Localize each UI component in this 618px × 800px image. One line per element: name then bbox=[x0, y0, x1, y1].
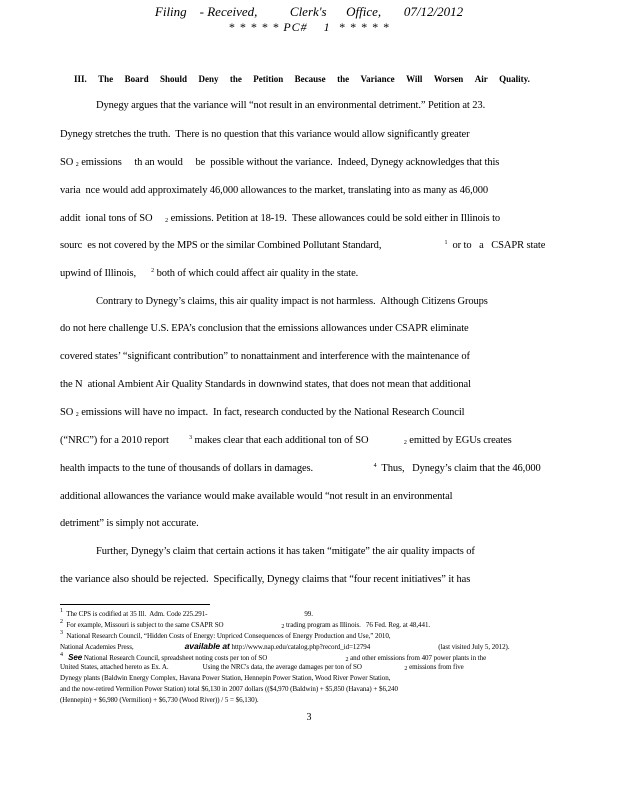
body-line: SO 2 emissions will have no impact. In fact, research conducted by the National Research Council bbox=[60, 407, 465, 418]
footnote-4-cont: United States, attached hereto as Ex. A. Using the NRC's data, the average damages per ton of SO 2 emissions from five bbox=[60, 663, 464, 672]
footnote-divider bbox=[60, 604, 210, 605]
body-line: the variance also should be rejected. Specifically, Dynegy claims that “four recent initiatives” it has bbox=[60, 574, 471, 585]
footnote-link[interactable]: http://www.nap.edu/catalog.php?record_id=12794 bbox=[231, 643, 371, 651]
pc-number-stamp: * * * * * PC# 1 * * * * * bbox=[228, 20, 390, 34]
heading-word: Worsen bbox=[433, 74, 464, 84]
body-line: addit ional tons of SO 2 emissions. Petition at 18-19. These allowances could be sold either in Illinois to bbox=[60, 213, 501, 224]
body-line: Further, Dynegy’s claim that certain actions it has taken “mitigate” the air quality impacts of bbox=[96, 546, 475, 557]
section-heading bbox=[74, 74, 530, 84]
footnote-2: 2 For example, Missouri is subject to the same CSAPR SO 2 trading program as Illinois. 76 Fed. Reg. at 48,441. bbox=[60, 619, 431, 630]
heading-word: Will bbox=[406, 74, 423, 84]
body-line: detriment” is simply not accurate. bbox=[60, 518, 199, 529]
heading-word: the bbox=[337, 74, 350, 84]
heading-word: Quality. bbox=[499, 74, 530, 84]
body-line: covered states’ “significant contribution” to nonattainment and interference with the maintenance of bbox=[60, 351, 470, 362]
heading-word: Air bbox=[474, 74, 488, 84]
heading-word: Deny bbox=[198, 74, 219, 84]
body-line: sourc es not covered by the MPS or the similar Combined Pollutant Standard, $^1$ or to a CSAPR state bbox=[60, 240, 546, 251]
heading-word: III. bbox=[74, 74, 87, 84]
body-line: health impacts to the tune of thousands of dollars in damages. $^4$ Thus, Dynegy’s claim that the 46,000 bbox=[60, 463, 541, 474]
heading-word: The bbox=[98, 74, 114, 84]
footnote-4-cont: Dynegy plants (Baldwin Energy Complex, Havana Power Station, Hennepin Power Station, Wood River Power Station, bbox=[60, 674, 391, 682]
body-line: Contrary to Dynegy’s claims, this air quality impact is not harmless. Although Citizens Groups bbox=[96, 296, 488, 307]
heading-word: Petition bbox=[253, 74, 284, 84]
footnote-3: 3 National Research Council, “Hidden Costs of Energy: Unpriced Consequences of Energy Production and Use,” 2010, bbox=[60, 630, 391, 640]
body-line: the N ational Ambient Air Quality Standards in downwind states, that does not mean that additional bbox=[60, 379, 471, 390]
heading-word: Board bbox=[124, 74, 149, 84]
footnote-4: 4 See National Research Council, spreadsheet noting costs per ton of SO 2 and other emissions from 407 power plants in the bbox=[60, 652, 487, 663]
page-number: 3 bbox=[306, 712, 312, 723]
body-line: do not here challenge U.S. EPA’s conclusion that the emissions allowances under CSAPR eliminate bbox=[60, 323, 469, 334]
body-line: (“NRC”) for a 2010 report $^3$ makes clear that each additional ton of SO 2 emitted by EGUs creates bbox=[60, 435, 512, 446]
heading-word: Should bbox=[160, 74, 188, 84]
footnote-1: 1 The CPS is codified at 35 Ill. Adm. Code 225.291- 99. bbox=[60, 608, 313, 618]
body-line: varia nce would add approximately 46,000 allowances to the market, translating into as many as 46,000 bbox=[60, 185, 489, 196]
footnote-4-cont: and the now-retired Vermilion Power Station) total $6,130 in 2007 dollars (($4,970 (Baldwin) + $5,850 (Havana) + $6,240 bbox=[60, 685, 398, 693]
body-line: Dynegy argues that the variance will “not result in an environmental detriment.” Petition at 23. bbox=[96, 100, 486, 111]
heading-word: Because bbox=[294, 74, 326, 84]
body-line: upwind of Illinois, $^2$ both of which could affect air quality in the state. bbox=[60, 268, 359, 279]
footnote-4-cont: (Hennepin) + $6,980 (Vermilion) + $6,730 (Wood River)) / 5 = $6,130). bbox=[60, 696, 259, 704]
filing-stamp: Filing - Received, Clerk's Office, 07/12/2012 bbox=[154, 4, 464, 19]
heading-word: Variance bbox=[360, 74, 395, 84]
footnote-3-cont: National Academies Press, available at http://www.nap.edu/catalog.php?record_id=12794 (last visited July 5, 2012). bbox=[60, 641, 510, 651]
body-line: Dynegy stretches the truth. There is no question that this variance would allow significantly greater bbox=[60, 129, 470, 140]
heading-word: the bbox=[229, 74, 242, 84]
body-line: additional allowances the variance would make available would “not result in an environmental bbox=[60, 491, 453, 502]
body-line: SO 2 emissions th an would be possible without the variance. Indeed, Dynegy acknowledges that this bbox=[60, 157, 500, 168]
